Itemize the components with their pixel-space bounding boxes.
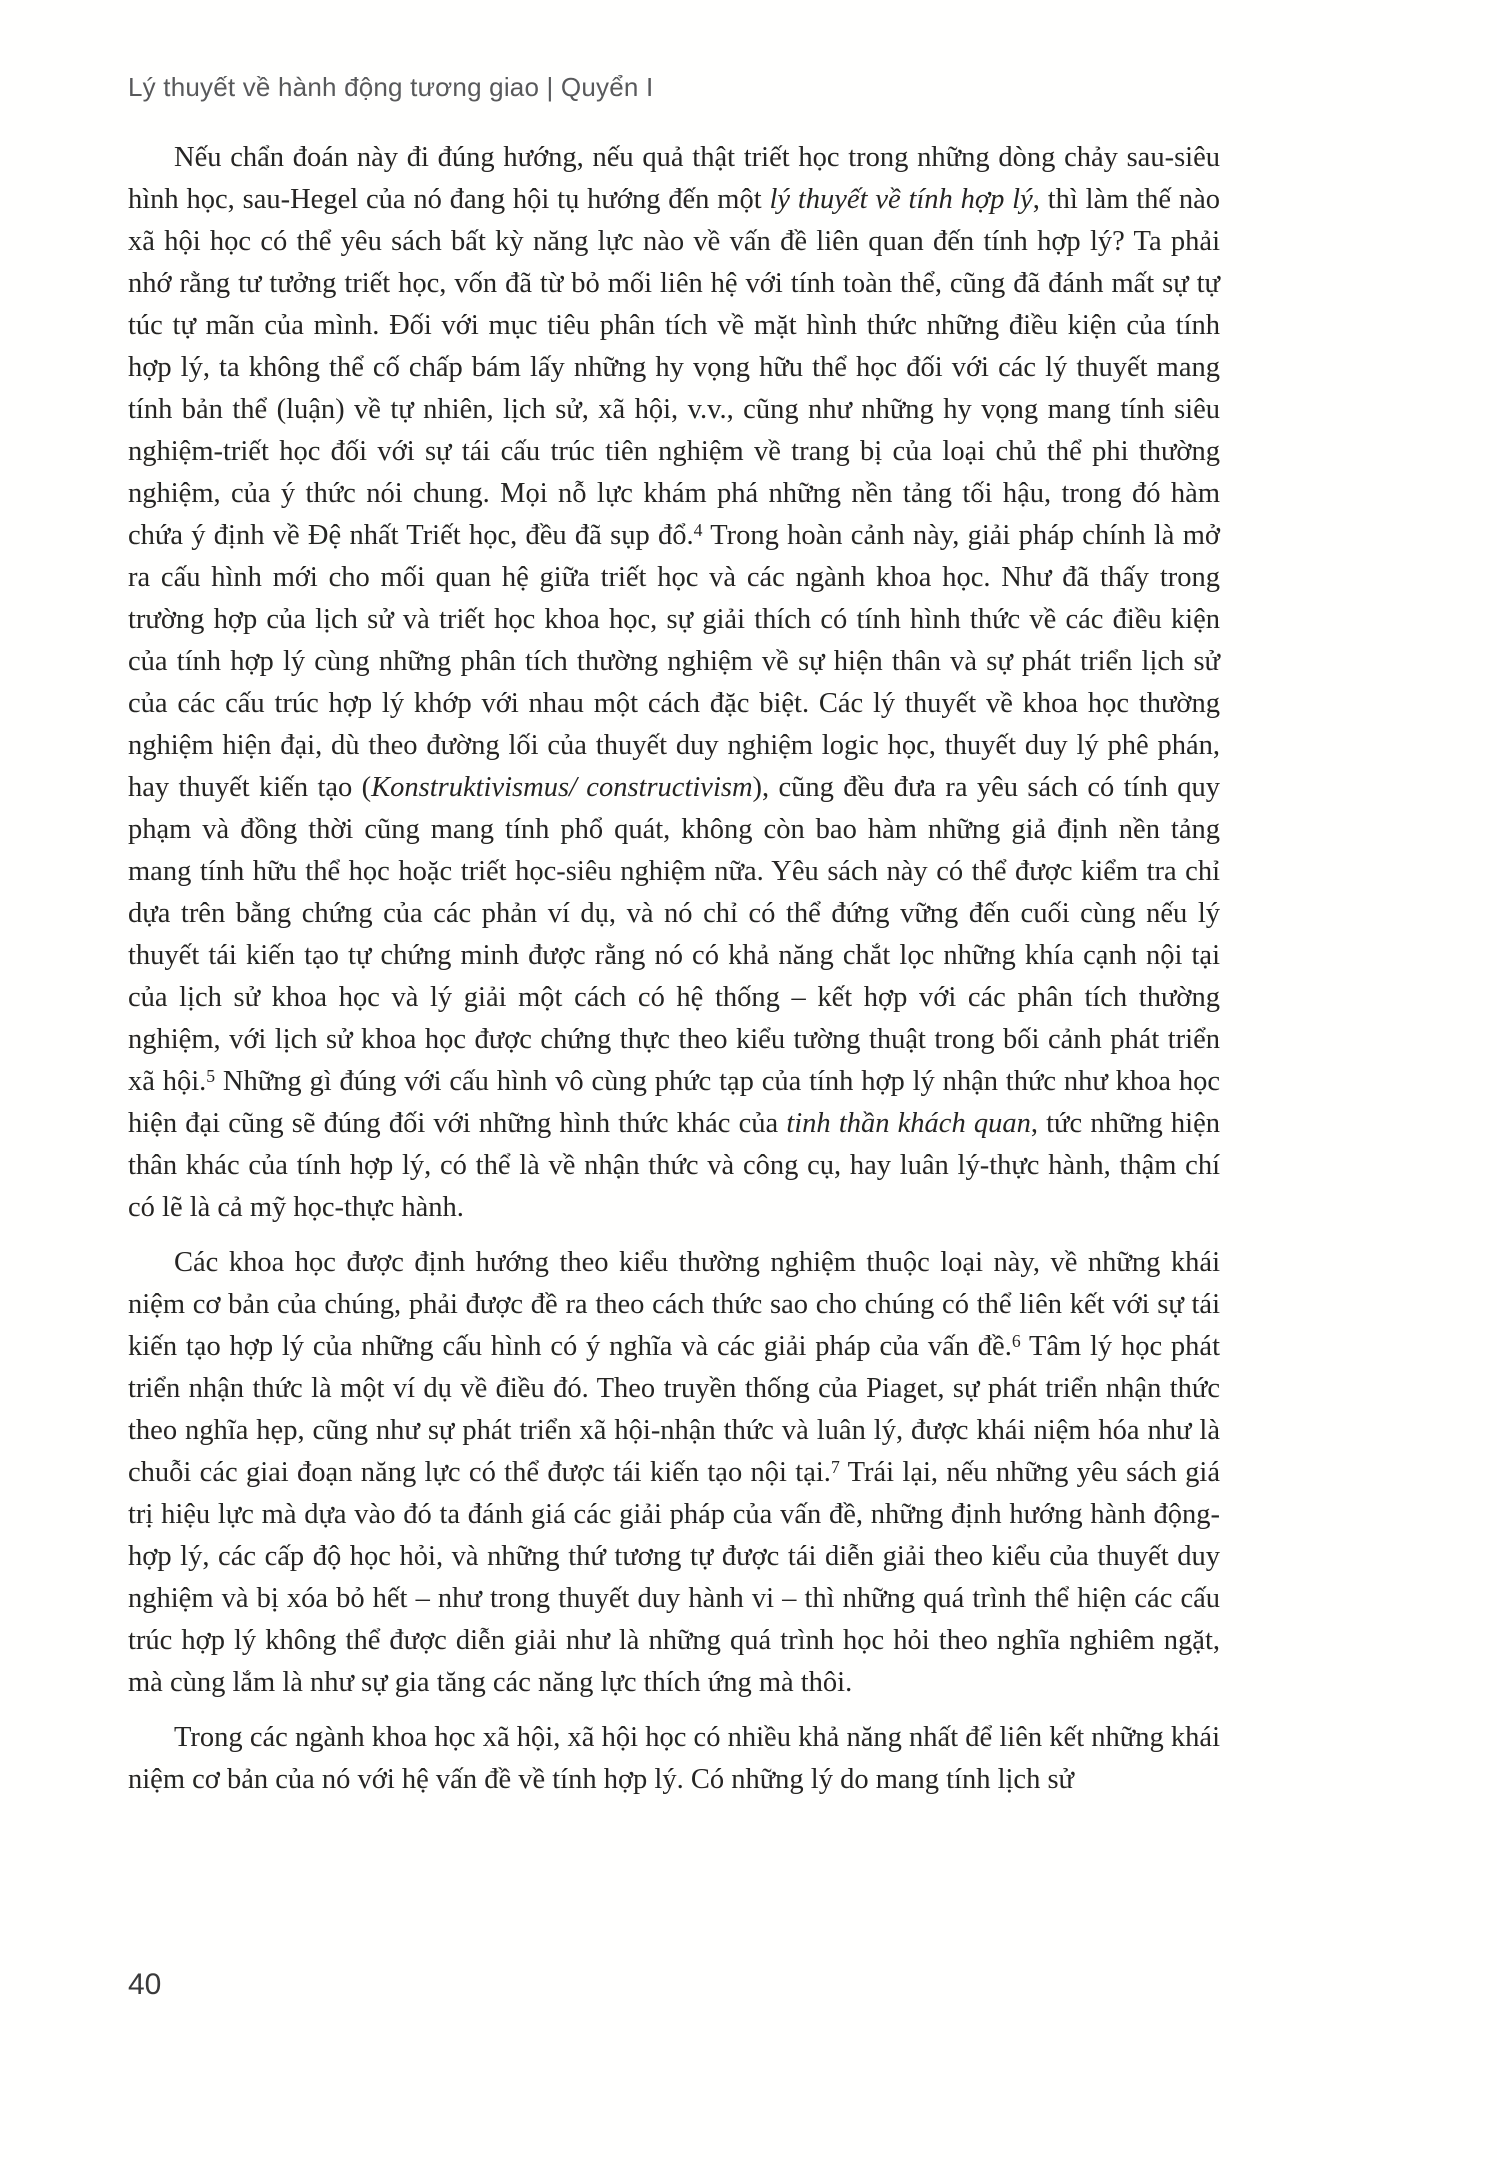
paragraph <box>128 137 1220 1229</box>
text-segment: Trong các ngành khoa học xã hội, xã hội học có nhiều khả năng nhất để liên kết những khái niệm cơ bản của nó với hệ vấn đề về tính hợp lý. Có những lý do mang tính lịch sử <box>128 1722 1220 1795</box>
text-segment: Tâm lý học phát triển nhận thức là một ví dụ về điều đó. Theo truyền thống của Piaget, sự phát triển nhận thức theo nghĩa hẹp, cũng như sự phát triển xã hội-nhận thức và luân lý, được khái niệm hóa như là chuỗi các giai đoạn năng lực có thể được tái kiến tạo nội tại. <box>128 1331 1221 1488</box>
text-segment: Những gì đúng với cấu hình vô cùng phức tạp của tính hợp lý nhận thức như khoa học hiện đại cũng sẽ đúng đối với những hình thức khác của <box>128 1066 1220 1139</box>
text-segment: lý thuyết về tính hợp lý <box>769 184 1033 215</box>
paragraph <box>128 1242 1220 1704</box>
page-number: 40 <box>128 1968 162 2001</box>
page-content <box>128 72 1220 1801</box>
text-segment: , tức những hiện thân khác của tính hợp lý, có thể là về nhận thức và công cụ, hay luân lý-thực hành, thậm chí có lẽ là cả mỹ học-thực hành. <box>128 1108 1220 1223</box>
text-segment: Nếu chẩn đoán này đi đúng hướng, nếu quả thật triết học trong những dòng chảy sau-siêu hình học, sau-Hegel của nó đang hội tụ hướng đến một <box>128 142 1220 215</box>
footnote-ref: 6 <box>1011 1330 1021 1351</box>
text-segment: , thì làm thế nào xã hội học có thể yêu sách bất kỳ năng lực nào về vấn đề liên quan đến tính hợp lý? Ta phải nhớ rằng tư tưởng triết học, vốn đã từ bỏ mối liên hệ với tính toàn thể, cũng đã đánh mất sự tự túc tự mãn của mình. Đối với mục tiêu phân tích về mặt hình thức những điều kiện của tính hợp lý, ta không thể cố chấp bám lấy những hy vọng hữu thể học đối với các lý thuyết mang tính bản thể (luận) về tự nhiên, lịch sử, xã hội, v.v., cũng như những hy vọng mang tính siêu nghiệm-triết học đối với sự tái cấu trúc tiên nghiệm về trang bị của loại chủ thể phi thường nghiệm, của ý thức nói chung. Mọi nỗ lực khám phá những nền tảng tối hậu, trong đó hàm chứa ý định về Đệ nhất Triết học, đều đã sụp đổ. <box>128 184 1221 551</box>
footnote-ref: 7 <box>830 1456 840 1477</box>
text-segment: Trái lại, nếu những yêu sách giá trị hiệu lực mà dựa vào đó ta đánh giá các giải pháp của vấn đề, những định hướng hành động-hợp lý, các cấp độ học hỏi, và những thứ tương tự được tái diễn giải theo kiểu của thuyết duy nghiệm và bị xóa bỏ hết – như trong thuyết duy hành vi – thì những quá trình thể hiện các cấu trúc hợp lý không thể được diễn giải như là những quá trình học hỏi theo nghĩa nghiêm ngặt, mà cùng lắm là như sự gia tăng các năng lực thích ứng mà thôi. <box>128 1457 1220 1698</box>
body-text <box>128 137 1220 1801</box>
text-segment: tinh thần khách quan <box>786 1108 1031 1139</box>
paragraph <box>128 1717 1220 1801</box>
footnote-ref: 5 <box>206 1065 216 1086</box>
text-segment: Các khoa học được định hướng theo kiểu thường nghiệm thuộc loại này, về những khái niệm cơ bản của chúng, phải được đề ra theo cách thức sao cho chúng có thể liên kết với sự tái kiến tạo hợp lý của những cấu hình có ý nghĩa và các giải pháp của vấn đề. <box>128 1247 1220 1362</box>
text-segment: Trong hoàn cảnh này, giải pháp chính là mở ra cấu hình mới cho mối quan hệ giữa triết học và các ngành khoa học. Như đã thấy trong trường hợp của lịch sử và triết học khoa học, sự giải thích có tính hình thức về các điều kiện của tính hợp lý cùng những phân tích thường nghiệm về sự hiện thân và sự phát triển lịch sử của các cấu trúc hợp lý khớp với nhau một cách đặc biệt. Các lý thuyết về khoa học thường nghiệm hiện đại, dù theo đường lối của thuyết duy nghiệm logic học, thuyết duy lý phê phán, hay thuyết kiến tạo ( <box>128 520 1220 803</box>
text-segment: ), cũng đều đưa ra yêu sách có tính quy phạm và đồng thời cũng mang tính phổ quát, không còn bao hàm những giả định nền tảng mang tính hữu thể học hoặc triết học-siêu nghiệm nữa. Yêu sách này có thể được kiểm tra chỉ dựa trên bằng chứng của các phản ví dụ, và nó chỉ có thể đứng vững đến cuối cùng nếu lý thuyết tái kiến tạo tự chứng minh được rằng nó có khả năng chắt lọc những khía cạnh nội tại của lịch sử khoa học và lý giải một cách có hệ thống – kết hợp với các phân tích thường nghiệm, với lịch sử khoa học được chứng thực theo kiểu tường thuật trong bối cảnh phát triển xã hội. <box>128 772 1221 1097</box>
text-segment: Konstruktivismus/ constructivism <box>371 772 753 803</box>
footnote-ref: 4 <box>693 519 703 540</box>
running-header: Lý thuyết về hành động tương giao | Quyển I <box>128 72 654 102</box>
